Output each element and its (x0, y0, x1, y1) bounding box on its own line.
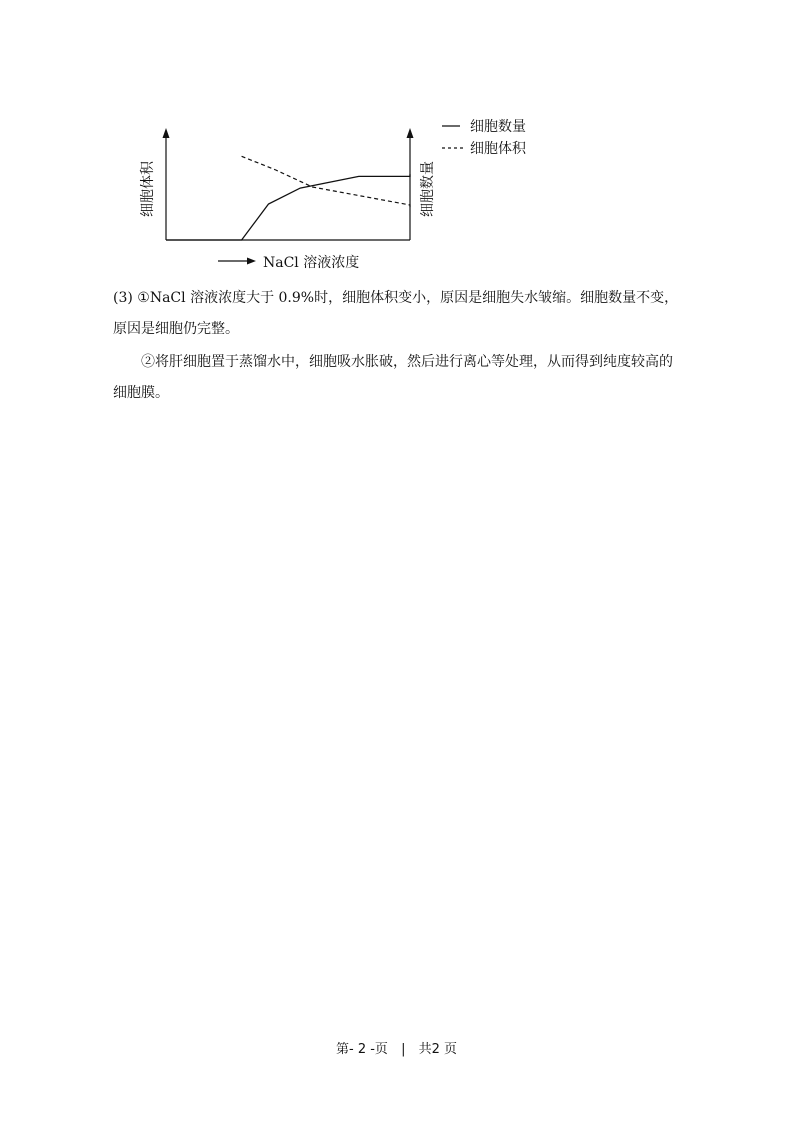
answer-p1-line2: 原因是细胞仍完整。 (113, 321, 239, 337)
page-footer (0, 1038, 793, 1057)
answer-p1-line1: (3) ①NaCl 溶液浓度大于 0.9%时，细胞体积变小，原因是细胞失水皱缩。细胞数量不变， (113, 290, 679, 306)
x-direction-arrow-head (247, 258, 256, 265)
answer-paragraph-2 (113, 347, 693, 409)
answer-p2-line2: 细胞膜。 (113, 385, 169, 401)
right-y-axis-label: 细胞数量 (420, 161, 436, 217)
legend-cell-count: 细胞数量 (470, 119, 526, 135)
series-cell-count-line (166, 174, 410, 240)
left-y-axis-label: 细胞体积 (140, 161, 156, 217)
answer-p2-line1: ②将肝细胞置于蒸馏水中，细胞吸水胀破，然后进行离心等处理，从而得到纯度较高的 (141, 354, 673, 370)
answer-paragraph-1 (113, 283, 693, 345)
right-y-axis-arrow (407, 128, 414, 138)
x-axis-label: NaCl 溶液浓度 (263, 255, 360, 271)
page-number-total: 共2 页 (418, 1042, 457, 1057)
series-cell-volume-line (242, 156, 410, 207)
nacl-concentration-chart (130, 112, 550, 277)
page-number-current: 第- 2 -页 (336, 1042, 388, 1057)
legend-cell-volume: 细胞体积 (470, 141, 526, 157)
left-y-axis-arrow (163, 128, 170, 138)
footer-separator: | (401, 1042, 406, 1057)
